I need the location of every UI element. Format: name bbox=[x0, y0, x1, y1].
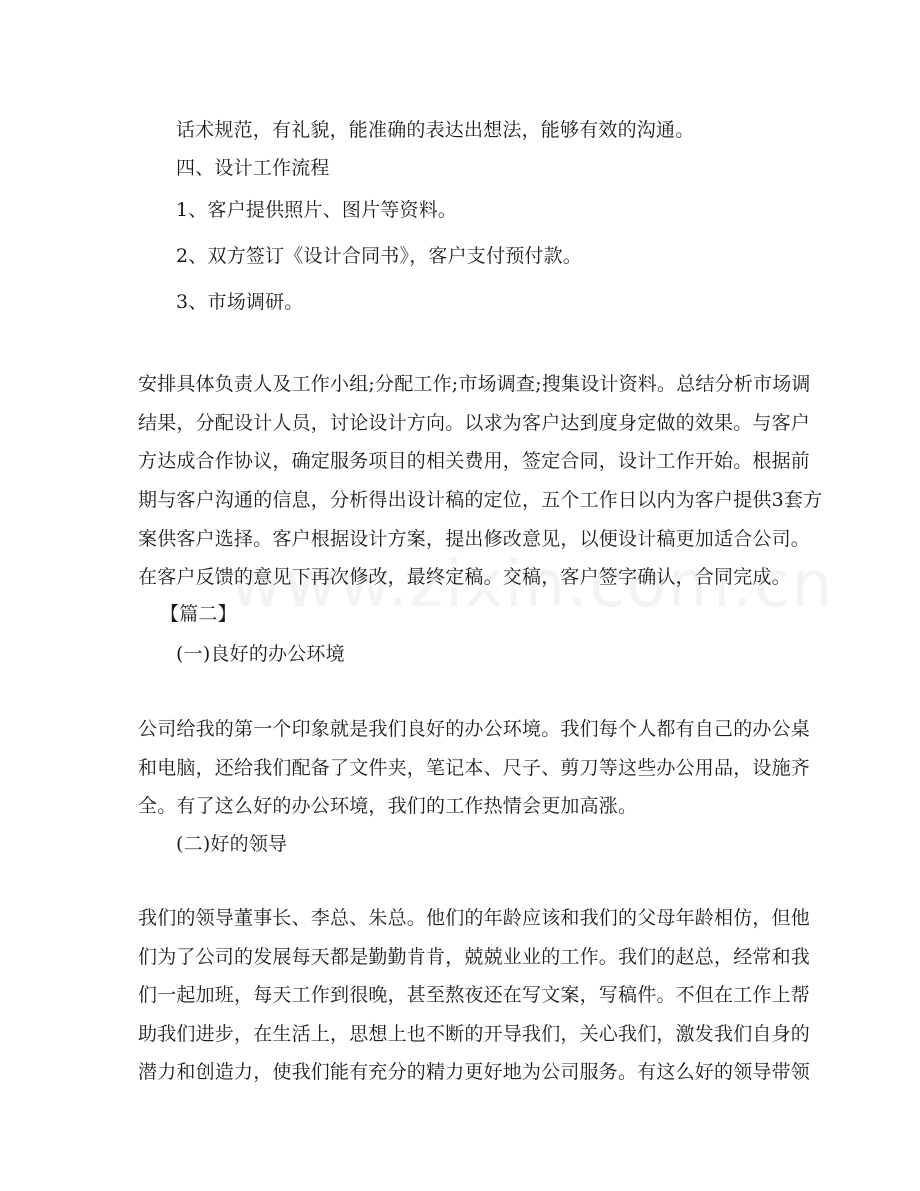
text-line: 期与客户沟通的信息，分析得出设计稿的定位，五个工作日以内为客户提供3套方 bbox=[138, 489, 823, 511]
text-line: 潜力和创造力，使我们能有充分的精力更好地为公司服务。有这么好的领导带领 bbox=[138, 1061, 811, 1083]
text-line: 结果，分配设计人员，讨论设计方向。以求为客户达到度身定做的效果。与客户 bbox=[138, 412, 811, 434]
list-item: 2、双方签订《设计合同书》，客户支付预付款。 bbox=[176, 245, 582, 267]
section-heading: (一)良好的办公环境 bbox=[176, 643, 345, 665]
text-line: 案供客户选择。客户根据设计方案，提出修改意见，以便设计稿更加适合公司。 bbox=[138, 528, 811, 550]
text-line: 助我们进步，在生活上，思想上也不断的开导我们，关心我们，激发我们自身的 bbox=[138, 1023, 811, 1045]
section-heading: (二)好的领导 bbox=[176, 833, 288, 855]
list-item: 1、客户提供照片、图片等资料。 bbox=[176, 199, 458, 221]
section-heading: 四、设计工作流程 bbox=[176, 157, 330, 179]
text-line: 公司给我的第一个印象就是我们良好的办公环境。我们每个人都有自己的办公桌 bbox=[138, 718, 811, 740]
text-line: 们为了公司的发展每天都是勤勤肯肯，兢兢业业的工作。我们的赵总，经常和我 bbox=[138, 946, 811, 968]
text-line: 话术规范，有礼貌，能准确的表达出想法，能够有效的沟通。 bbox=[176, 119, 695, 141]
section-heading: 【篇二】 bbox=[160, 603, 237, 625]
text-line: 们一起加班，每天工作到很晚，甚至熬夜还在写文案，写稿件。不但在工作上帮 bbox=[138, 984, 811, 1006]
text-line: 我们的领导董事长、李总、朱总。他们的年龄应该和我们的父母年龄相仿，但他 bbox=[138, 907, 811, 929]
text-line: 安排具体负责人及工作小组;分配工作;市场调查;搜集设计资料。总结分析市场调 bbox=[138, 373, 811, 395]
text-line: 和电脑，还给我们配备了文件夹，笔记本、尺子、剪刀等这些办公用品，设施齐 bbox=[138, 757, 811, 779]
text-line: 全。有了这么好的办公环境，我们的工作热情会更加高涨。 bbox=[138, 795, 638, 817]
text-line: 在客户反馈的意见下再次修改，最终定稿。交稿，客户签字确认，合同完成。 bbox=[138, 566, 791, 588]
text-line: 方达成合作协议，确定服务项目的相关费用，签定合同，设计工作开始。根据前 bbox=[138, 450, 811, 472]
list-item: 3、市场调研。 bbox=[176, 291, 304, 313]
